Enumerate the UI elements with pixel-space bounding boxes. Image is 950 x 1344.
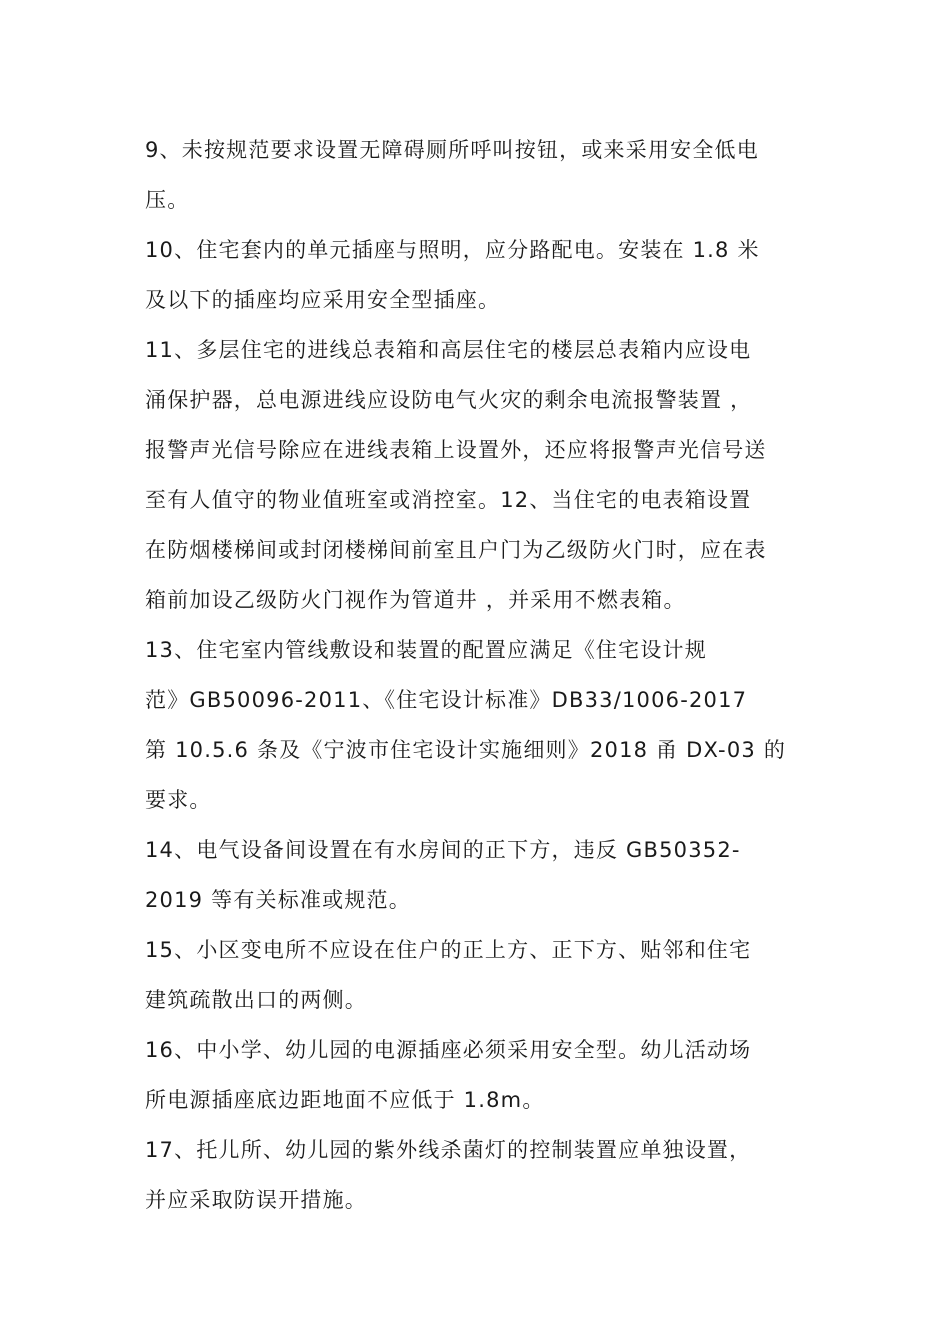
text-line: 17、托儿所、幼儿园的紫外线杀菌灯的控制装置应单独设置， bbox=[145, 1138, 752, 1162]
text-line: 建筑疏散出口的两侧。 bbox=[145, 988, 367, 1012]
text-line: 及以下的插座均应采用安全型插座。 bbox=[145, 288, 501, 312]
text-line: 范》GB50096-2011、《住宅设计标准》DB33/1006-2017 bbox=[145, 688, 748, 712]
text-line: 至有人值守的物业值班室或消控室。12、当住宅的电表箱设置 bbox=[145, 488, 752, 512]
document-body bbox=[145, 125, 810, 1225]
text-line: 9、未按规范要求设置无障碍厕所呼叫按钮，或来采用安全低电 bbox=[145, 138, 759, 162]
text-line: 箱前加设乙级防火门视作为管道井 ，并采用不燃表箱。 bbox=[145, 588, 686, 612]
text-line: 压。 bbox=[145, 188, 190, 212]
text-line: 10、住宅套内的单元插座与照明，应分路配电。安装在 1.8 米 bbox=[145, 238, 760, 262]
text-line: 第 10.5.6 条及《宁波市住宅设计实施细则》2018 甬 DX-03 的 bbox=[145, 738, 787, 762]
text-line: 11、多层住宅的进线总表箱和高层住宅的楼层总表箱内应设电 bbox=[145, 338, 752, 362]
text-line: 在防烟楼梯间或封闭楼梯间前室且户门为乙级防火门时，应在表 bbox=[145, 538, 767, 562]
text-line: 15、小区变电所不应设在住户的正上方、正下方、贴邻和住宅 bbox=[145, 938, 752, 962]
text-line: 并应采取防误开措施。 bbox=[145, 1188, 367, 1212]
text-line: 涌保护器，总电源进线应设防电气火灾的剩余电流报警装置 ， bbox=[145, 388, 753, 412]
text-line: 14、电气设备间设置在有水房间的正下方，违反 GB50352- bbox=[145, 838, 741, 862]
text-line: 16、中小学、幼儿园的电源插座必须采用安全型。幼儿活动场 bbox=[145, 1038, 752, 1062]
text-line: 报警声光信号除应在进线表箱上设置外，还应将报警声光信号送 bbox=[145, 438, 767, 462]
text-line: 所电源插座底边距地面不应低于 1.8m。 bbox=[145, 1088, 545, 1112]
text-line: 13、住宅室内管线敷设和装置的配置应满足《住宅设计规 bbox=[145, 638, 707, 662]
text-line: 2019 等有关标准或规范。 bbox=[145, 888, 411, 912]
text-line: 要求。 bbox=[145, 788, 212, 812]
